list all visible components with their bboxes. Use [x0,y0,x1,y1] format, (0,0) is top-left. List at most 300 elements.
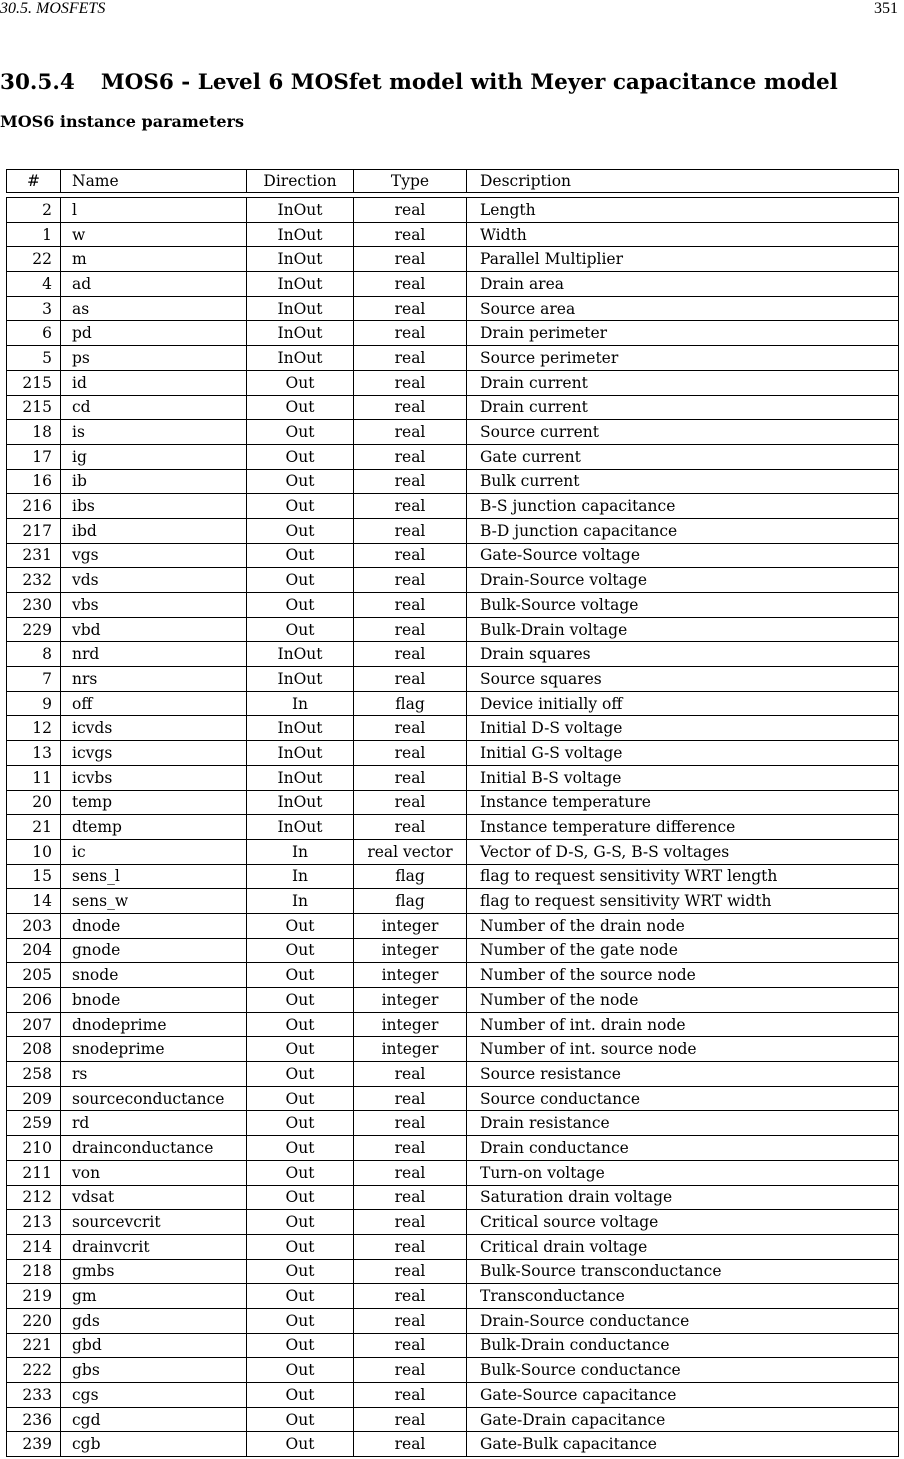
table-row [7,667,899,692]
param-name: snodeprime [61,1037,247,1062]
param-direction: In [247,691,354,716]
param-type: flag [354,864,467,889]
param-number: 206 [7,988,61,1013]
param-direction: In [247,864,354,889]
param-name: off [61,691,247,716]
param-description: Drain conductance [467,1136,899,1161]
param-description: Initial B-S voltage [467,765,899,790]
table-row [7,395,899,420]
param-description: Instance temperature difference [467,815,899,840]
param-direction: Out [247,617,354,642]
param-type: real [354,765,467,790]
param-type: real vector [354,839,467,864]
param-description: Bulk-Drain voltage [467,617,899,642]
param-number: 12 [7,716,61,741]
param-name: ib [61,469,247,494]
param-description: Gate-Drain capacitance [467,1407,899,1432]
table-row [7,1284,899,1309]
param-description: Gate-Bulk capacitance [467,1432,899,1457]
table-row [7,1383,899,1408]
table-row [7,1308,899,1333]
page-number: 351 [874,0,898,17]
param-type: real [354,222,467,247]
param-number: 16 [7,469,61,494]
param-name: vbs [61,593,247,618]
param-direction: Out [247,1259,354,1284]
param-number: 230 [7,593,61,618]
param-number: 203 [7,913,61,938]
section-number: 30.5.4 [0,70,75,95]
param-number: 11 [7,765,61,790]
param-type: integer [354,913,467,938]
param-direction: Out [247,1234,354,1259]
param-name: cgs [61,1383,247,1408]
param-description: Number of the node [467,988,899,1013]
param-direction: In [247,889,354,914]
param-description: Turn-on voltage [467,1160,899,1185]
param-description: Gate-Source voltage [467,543,899,568]
param-description: Drain squares [467,642,899,667]
table-row [7,815,899,840]
param-name: cgd [61,1407,247,1432]
param-description: Critical source voltage [467,1210,899,1235]
param-type: real [354,1234,467,1259]
param-direction: InOut [247,741,354,766]
param-name: drainconductance [61,1136,247,1161]
param-name: ps [61,346,247,371]
param-type: real [354,1383,467,1408]
param-direction: Out [247,568,354,593]
param-number: 236 [7,1407,61,1432]
param-direction: Out [247,420,354,445]
param-number: 22 [7,247,61,272]
param-type: real [354,494,467,519]
param-name: cgb [61,1432,247,1457]
table-row [7,839,899,864]
param-type: real [354,1111,467,1136]
param-number: 4 [7,272,61,297]
table-row [7,444,899,469]
param-type: real [354,1062,467,1087]
param-number: 217 [7,518,61,543]
table-row [7,1185,899,1210]
table-row [7,1012,899,1037]
param-name: gm [61,1284,247,1309]
table-row [7,1210,899,1235]
table-row [7,272,899,297]
param-type: real [354,1210,467,1235]
running-head-section: 30.5. MOSFETS [0,0,106,17]
running-head [0,0,904,20]
table-row [7,296,899,321]
param-number: 14 [7,889,61,914]
param-name: ibs [61,494,247,519]
param-direction: Out [247,1160,354,1185]
param-direction: Out [247,518,354,543]
table-row [7,790,899,815]
param-number: 239 [7,1432,61,1457]
header-type: Type [354,170,467,193]
param-name: sens_l [61,864,247,889]
param-type: real [354,518,467,543]
header-num: # [7,170,61,193]
param-description: Instance temperature [467,790,899,815]
param-name: gbd [61,1333,247,1358]
param-name: sens_w [61,889,247,914]
param-direction: Out [247,494,354,519]
param-type: real [354,346,467,371]
param-number: 216 [7,494,61,519]
table-row [7,1333,899,1358]
table-row [7,1432,899,1457]
table-row [7,222,899,247]
table-row [7,1234,899,1259]
param-direction: InOut [247,198,354,223]
table-row [7,1037,899,1062]
param-type: real [354,321,467,346]
param-name: w [61,222,247,247]
parameter-table-header [6,169,899,193]
param-number: 2 [7,198,61,223]
param-direction: Out [247,938,354,963]
table-row [7,913,899,938]
table-row [7,1136,899,1161]
param-name: gnode [61,938,247,963]
table-row [7,247,899,272]
param-name: von [61,1160,247,1185]
param-type: real [354,1308,467,1333]
param-number: 212 [7,1185,61,1210]
param-name: pd [61,321,247,346]
param-name: dtemp [61,815,247,840]
table-row [7,617,899,642]
table-row [7,1086,899,1111]
param-direction: Out [247,1136,354,1161]
table-row [7,963,899,988]
param-name: icvgs [61,741,247,766]
param-number: 10 [7,839,61,864]
param-type: real [354,1284,467,1309]
table-header-row [7,170,899,193]
param-number: 7 [7,667,61,692]
param-number: 221 [7,1333,61,1358]
param-number: 218 [7,1259,61,1284]
param-type: real [354,370,467,395]
param-description: Number of int. source node [467,1037,899,1062]
param-description: flag to request sensitivity WRT length [467,864,899,889]
parameter-table [6,197,899,1457]
param-type: real [354,593,467,618]
param-direction: Out [247,988,354,1013]
table-row [7,1259,899,1284]
param-direction: InOut [247,222,354,247]
header-direction: Direction [247,170,354,193]
param-description: Source area [467,296,899,321]
param-name: l [61,198,247,223]
section-title-text: MOS6 - Level 6 MOSfet model with Meyer capacitance model [100,70,838,95]
param-direction: Out [247,1037,354,1062]
param-description: Source conductance [467,1086,899,1111]
param-number: 21 [7,815,61,840]
param-description: Vector of D-S, G-S, B-S voltages [467,839,899,864]
param-number: 209 [7,1086,61,1111]
param-description: Drain perimeter [467,321,899,346]
param-number: 232 [7,568,61,593]
param-type: real [354,247,467,272]
param-name: drainvcrit [61,1234,247,1259]
param-number: 219 [7,1284,61,1309]
param-direction: InOut [247,321,354,346]
param-direction: Out [247,1358,354,1383]
param-direction: Out [247,1407,354,1432]
param-type: real [354,1259,467,1284]
table-row [7,494,899,519]
param-direction: InOut [247,716,354,741]
param-description: Source resistance [467,1062,899,1087]
table-row [7,691,899,716]
param-direction: InOut [247,790,354,815]
param-name: sourcevcrit [61,1210,247,1235]
param-number: 210 [7,1136,61,1161]
param-name: icvds [61,716,247,741]
param-direction: Out [247,913,354,938]
param-number: 220 [7,1308,61,1333]
param-name: as [61,296,247,321]
param-name: ad [61,272,247,297]
param-description: Parallel Multiplier [467,247,899,272]
param-direction: Out [247,593,354,618]
param-direction: Out [247,1333,354,1358]
param-direction: Out [247,1062,354,1087]
param-description: Gate current [467,444,899,469]
param-type: real [354,741,467,766]
param-description: Drain area [467,272,899,297]
param-number: 20 [7,790,61,815]
param-number: 214 [7,1234,61,1259]
instance-parameters-heading: MOS6 instance parameters [0,112,244,131]
param-number: 204 [7,938,61,963]
param-description: Bulk-Source transconductance [467,1259,899,1284]
table-row [7,864,899,889]
table-row [7,741,899,766]
param-description: Saturation drain voltage [467,1185,899,1210]
param-direction: InOut [247,815,354,840]
param-number: 213 [7,1210,61,1235]
param-description: Number of the drain node [467,913,899,938]
param-type: integer [354,1012,467,1037]
param-type: real [354,568,467,593]
param-number: 211 [7,1160,61,1185]
param-name: ibd [61,518,247,543]
param-number: 8 [7,642,61,667]
table-row [7,543,899,568]
param-description: B-D junction capacitance [467,518,899,543]
param-type: real [354,790,467,815]
param-number: 5 [7,346,61,371]
param-number: 231 [7,543,61,568]
param-description: Number of the gate node [467,938,899,963]
param-description: Source squares [467,667,899,692]
table-row [7,1358,899,1383]
param-type: real [354,198,467,223]
param-type: real [354,1160,467,1185]
param-direction: InOut [247,642,354,667]
param-direction: In [247,839,354,864]
param-description: Drain current [467,395,899,420]
section-title [0,70,838,95]
param-number: 6 [7,321,61,346]
param-type: real [354,469,467,494]
param-number: 18 [7,420,61,445]
header-description: Description [467,170,899,193]
param-direction: Out [247,1432,354,1457]
param-direction: Out [247,1383,354,1408]
param-number: 229 [7,617,61,642]
param-name: rd [61,1111,247,1136]
param-name: m [61,247,247,272]
param-description: Number of int. drain node [467,1012,899,1037]
param-description: Device initially off [467,691,899,716]
table-row [7,198,899,223]
table-row [7,716,899,741]
param-type: real [354,617,467,642]
param-number: 258 [7,1062,61,1087]
param-number: 15 [7,864,61,889]
param-name: ic [61,839,247,864]
param-name: cd [61,395,247,420]
param-type: real [354,1086,467,1111]
param-direction: Out [247,1111,354,1136]
param-type: real [354,1407,467,1432]
param-type: real [354,667,467,692]
table-row [7,765,899,790]
table-row [7,420,899,445]
param-direction: Out [247,963,354,988]
param-type: real [354,296,467,321]
param-name: nrd [61,642,247,667]
param-direction: InOut [247,247,354,272]
param-name: gmbs [61,1259,247,1284]
param-description: Critical drain voltage [467,1234,899,1259]
table-row [7,1111,899,1136]
param-number: 215 [7,395,61,420]
param-name: temp [61,790,247,815]
param-direction: InOut [247,296,354,321]
param-description: Drain current [467,370,899,395]
param-type: real [354,1333,467,1358]
param-number: 233 [7,1383,61,1408]
param-direction: Out [247,395,354,420]
parameter-rows [7,198,899,1457]
param-type: real [354,1358,467,1383]
param-direction: Out [247,1012,354,1037]
table-row [7,938,899,963]
param-direction: Out [247,1308,354,1333]
param-type: real [354,543,467,568]
param-type: real [354,395,467,420]
param-name: dnode [61,913,247,938]
param-description: Initial G-S voltage [467,741,899,766]
param-description: Bulk current [467,469,899,494]
param-direction: Out [247,370,354,395]
table-row [7,988,899,1013]
param-number: 1 [7,222,61,247]
param-description: flag to request sensitivity WRT width [467,889,899,914]
param-direction: Out [247,1210,354,1235]
table-row [7,321,899,346]
param-name: id [61,370,247,395]
table-row [7,518,899,543]
param-description: Gate-Source capacitance [467,1383,899,1408]
param-description: Source perimeter [467,346,899,371]
param-description: Bulk-Source conductance [467,1358,899,1383]
param-name: ig [61,444,247,469]
param-type: real [354,444,467,469]
param-type: real [354,1432,467,1457]
param-description: Drain-Source conductance [467,1308,899,1333]
param-number: 215 [7,370,61,395]
param-name: sourceconductance [61,1086,247,1111]
param-name: nrs [61,667,247,692]
param-type: real [354,642,467,667]
param-type: real [354,716,467,741]
param-type: real [354,420,467,445]
param-description: Length [467,198,899,223]
param-number: 3 [7,296,61,321]
param-name: vgs [61,543,247,568]
table-row [7,889,899,914]
param-type: integer [354,988,467,1013]
param-name: dnodeprime [61,1012,247,1037]
param-number: 208 [7,1037,61,1062]
param-description: Bulk-Drain conductance [467,1333,899,1358]
param-description: Initial D-S voltage [467,716,899,741]
table-row [7,593,899,618]
table-row [7,642,899,667]
param-name: vds [61,568,247,593]
param-number: 9 [7,691,61,716]
param-name: rs [61,1062,247,1087]
param-direction: InOut [247,765,354,790]
param-number: 13 [7,741,61,766]
param-name: is [61,420,247,445]
param-description: Bulk-Source voltage [467,593,899,618]
param-direction: Out [247,469,354,494]
param-name: gds [61,1308,247,1333]
param-name: bnode [61,988,247,1013]
param-direction: Out [247,1185,354,1210]
param-number: 17 [7,444,61,469]
param-direction: Out [247,1086,354,1111]
param-direction: InOut [247,667,354,692]
param-description: Drain-Source voltage [467,568,899,593]
param-type: real [354,815,467,840]
param-number: 205 [7,963,61,988]
param-direction: InOut [247,272,354,297]
param-description: Width [467,222,899,247]
param-type: integer [354,963,467,988]
param-type: real [354,272,467,297]
param-description: Source current [467,420,899,445]
param-name: vbd [61,617,247,642]
param-name: vdsat [61,1185,247,1210]
param-type: flag [354,889,467,914]
param-direction: Out [247,543,354,568]
table-row [7,469,899,494]
param-name: snode [61,963,247,988]
param-description: Transconductance [467,1284,899,1309]
table-row [7,568,899,593]
